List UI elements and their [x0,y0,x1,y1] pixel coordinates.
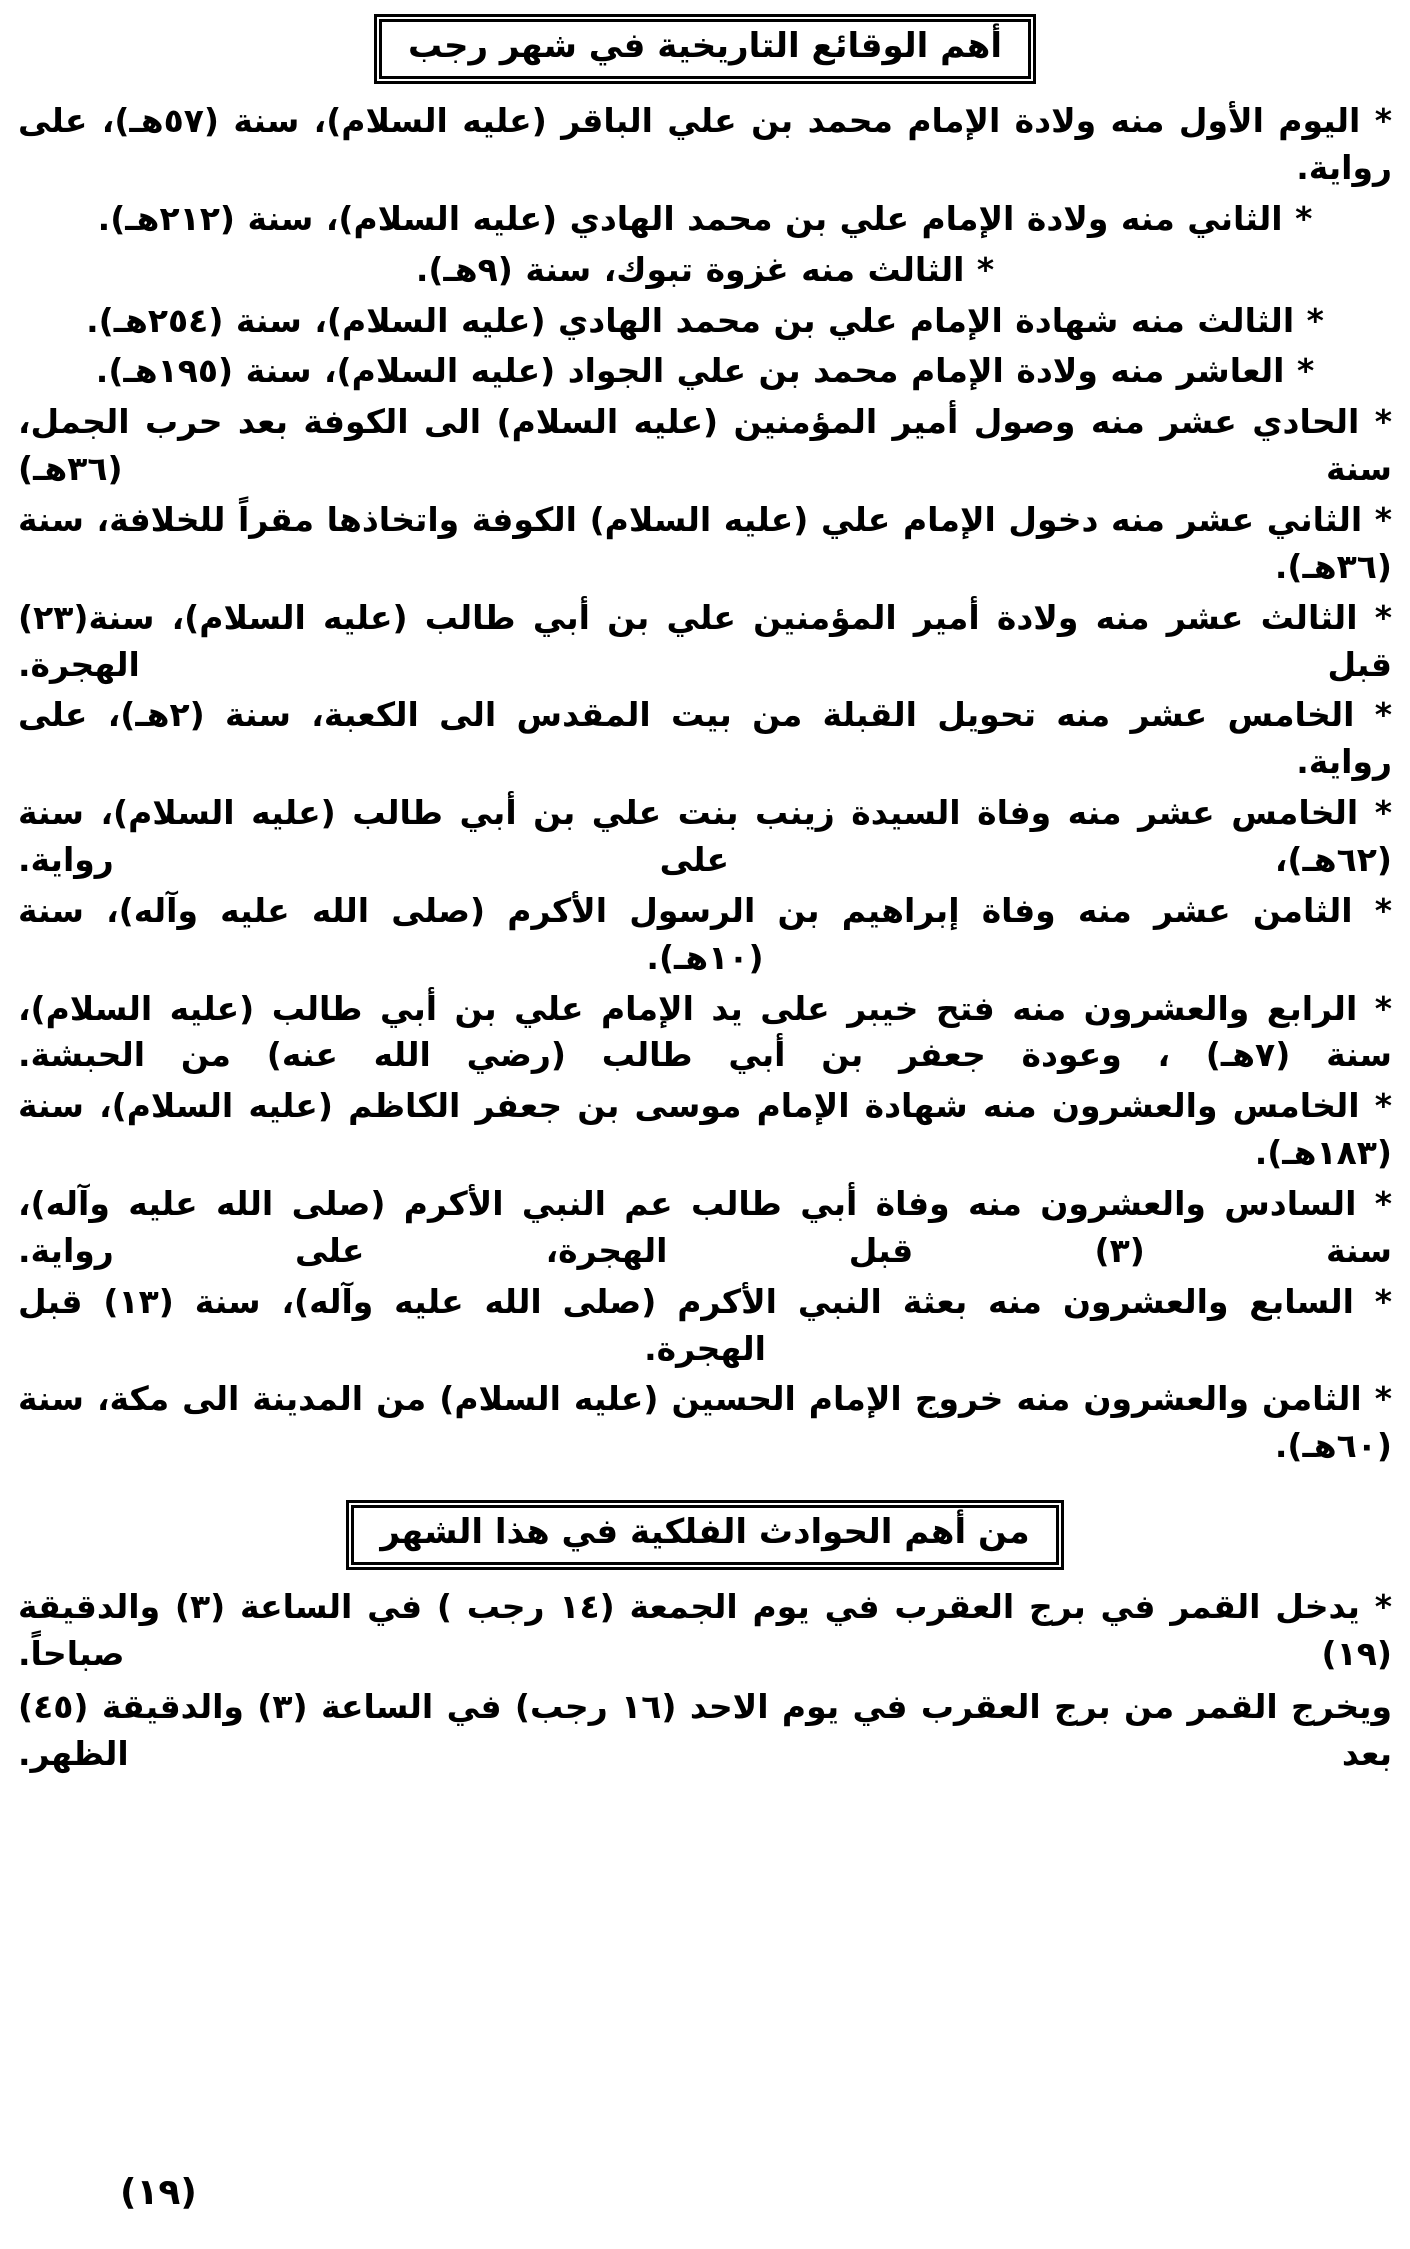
astronomy-outer-border [346,1500,1063,1570]
historical-event-item: * العاشر منه ولادة الإمام محمد بن علي الجواد (عليه السلام)، سنة (١٩٥هـ). [95,351,1315,391]
astronomy-heading-block [14,1500,1396,1570]
page-number-row [0,2172,1410,2213]
historical-event-item: * الثاني منه ولادة الإمام علي بن محمد الهادي (عليه السلام)، سنة (٢١٢هـ). [97,198,1313,238]
historical-event-item: * الحادي عشر منه وصول أمير المؤمنين (عليه السلام) الى الكوفة بعد حرب الجمل، سنة (٣٦هـ) [18,402,1392,489]
title-inner-border [379,19,1031,79]
astronomy-heading: من أهم الحوادث الفلكية في هذا الشهر [380,1512,1030,1553]
historical-event-item: * السابع والعشرون منه بعثة النبي الأكرم (صلى الله عليه وآله)، سنة (١٣) قبل الهجرة. [18,1281,1393,1368]
historical-event-item: * الخامس عشر منه تحويل القبلة من بيت المقدس الى الكعبة، سنة (٢هـ)، على رواية. [18,695,1393,782]
astronomy-events-list [14,1584,1396,1777]
astronomy-inner-border [351,1505,1058,1565]
historical-event-item: * الخامس عشر منه وفاة السيدة زينب بنت علي بن أبي طالب (عليه السلام)، سنة (٦٢هـ)، على رواية. [18,793,1392,879]
title-heading-block [14,14,1396,84]
historical-event-item: * الثالث منه شهادة الإمام علي بن محمد الهادي (عليه السلام)، سنة (٢٥٤هـ). [86,300,1324,340]
title-outer-border [374,14,1036,84]
page-number: (١٩) [120,2172,197,2213]
page-title: أهم الوقائع التاريخية في شهر رجب [408,26,1003,66]
historical-event-item: * الثامن والعشرون منه خروج الإمام الحسين (عليه السلام) من المدينة الى مكة، سنة (٦٠هـ). [18,1379,1392,1466]
historical-event-item: * الرابع والعشرون منه فتح خيبر على يد الإمام علي بن أبي طالب (عليه السلام)، سنة (٧هـ) ، وعودة جعفر بن أبي طالب (رضي الله عنه) من الحبشة. [18,988,1392,1075]
astronomy-event-item: * يدخل القمر في برج العقرب في يوم الجمعة (١٤ رجب ) في الساعة (٣) والدقيقة (١٩) صباحاً. [18,1587,1392,1674]
historical-event-item: * الثامن عشر منه وفاة إبراهيم بن الرسول الأكرم (صلى الله عليه وآله)، سنة (١٠هـ). [18,890,1392,977]
historical-event-item: * اليوم الأول منه ولادة الإمام محمد بن علي الباقر (عليه السلام)، سنة (٥٧هـ)، على رواية. [18,101,1392,187]
historical-events-list [14,98,1396,1470]
document-page [0,14,1410,2249]
historical-event-item: * الثالث عشر منه ولادة أمير المؤمنين علي بن أبي طالب (عليه السلام)، سنة(٢٣) قبل الهجرة. [18,597,1392,684]
historical-event-item: * الثالث منه غزوة تبوك، سنة (٩هـ). [415,249,995,289]
astronomy-event-item: ويخرج القمر من برج العقرب في يوم الاحد (١٦ رجب) في الساعة (٣) والدقيقة (٤٥) بعد الظهر. [18,1687,1392,1773]
historical-event-item: * الثاني عشر منه دخول الإمام علي (عليه السلام) الكوفة واتخاذها مقراً للخلافة، سنة (٣٦هـ). [18,499,1392,586]
historical-event-item: * الخامس والعشرون منه شهادة الإمام موسى بن جعفر الكاظم (عليه السلام)، سنة (١٨٣هـ). [18,1086,1392,1173]
historical-event-item: * السادس والعشرون منه وفاة أبي طالب عم النبي الأكرم (صلى الله عليه وآله)، سنة (٣) قبل الهجرة، على رواية. [18,1184,1392,1270]
